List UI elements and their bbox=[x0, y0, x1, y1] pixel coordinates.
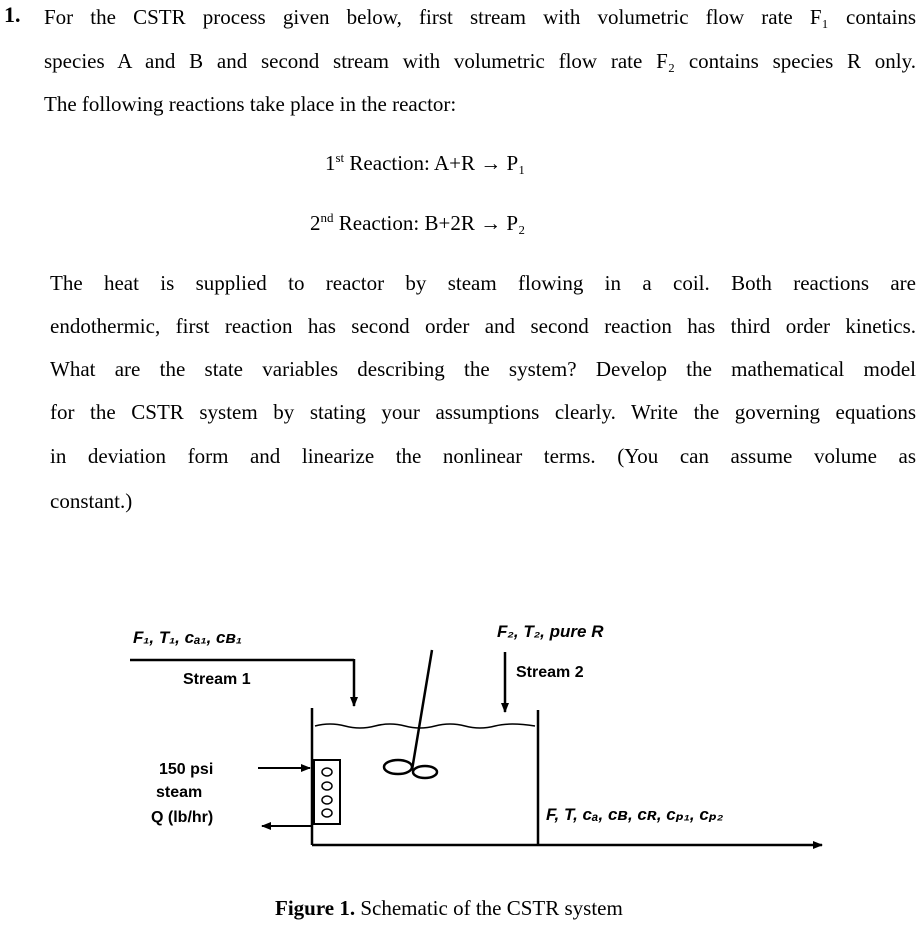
stream-1-label: Stream 1 bbox=[183, 671, 251, 688]
figure-caption: Figure 1. Schematic of the CSTR system bbox=[275, 896, 623, 920]
intro-line-1: For the CSTR process given below, first stream with volumetric flow rate F₁ contains bbox=[44, 5, 916, 29]
steam-pressure-label: 150 psi bbox=[159, 761, 214, 778]
reaction-1: 1st Reaction: A+R → P₁ bbox=[325, 150, 526, 175]
stream-2-label: Stream 2 bbox=[516, 664, 584, 681]
body-line-3: What are the state variables describing the system? Develop the mathematical model bbox=[50, 357, 916, 381]
intro-line-3: The following reactions take place in the reactor: bbox=[44, 92, 457, 116]
body-line-1: The heat is supplied to reactor by steam flowing in a coil. Both reactions are bbox=[50, 271, 916, 295]
steam-coil bbox=[258, 760, 340, 826]
heat-duty-label: Q (lb/hr) bbox=[151, 809, 214, 826]
question-number: 1. bbox=[4, 2, 21, 27]
body-line-4: for the CSTR system by stating your assumptions clearly. Write the governing equations bbox=[50, 400, 916, 424]
agitator bbox=[384, 650, 437, 778]
reaction-2: 2nd Reaction: B+2R → P₂ bbox=[310, 210, 526, 235]
stream-2-vars: F₂, T₂, pure R bbox=[497, 622, 604, 641]
body-line-2: endothermic, first reaction has second order and second reaction has third order kinetics. bbox=[50, 314, 916, 338]
reactor-vessel bbox=[312, 708, 538, 845]
intro-line-2: species A and B and second stream with volumetric flow rate F₂ contains species R only. bbox=[44, 49, 916, 73]
body-line-6: constant.) bbox=[50, 489, 133, 513]
stream-1-vars: F₁, T₁, cₐ₁, cʙ₁ bbox=[133, 628, 243, 647]
steam-label: steam bbox=[156, 784, 203, 801]
body-line-5: in deviation form and linearize the nonlinear terms. (You can assume volume as bbox=[50, 444, 916, 468]
outlet-vars: F, T, cₐ, cʙ, cʀ, cₚ₁, cₚ₂ bbox=[546, 805, 724, 824]
